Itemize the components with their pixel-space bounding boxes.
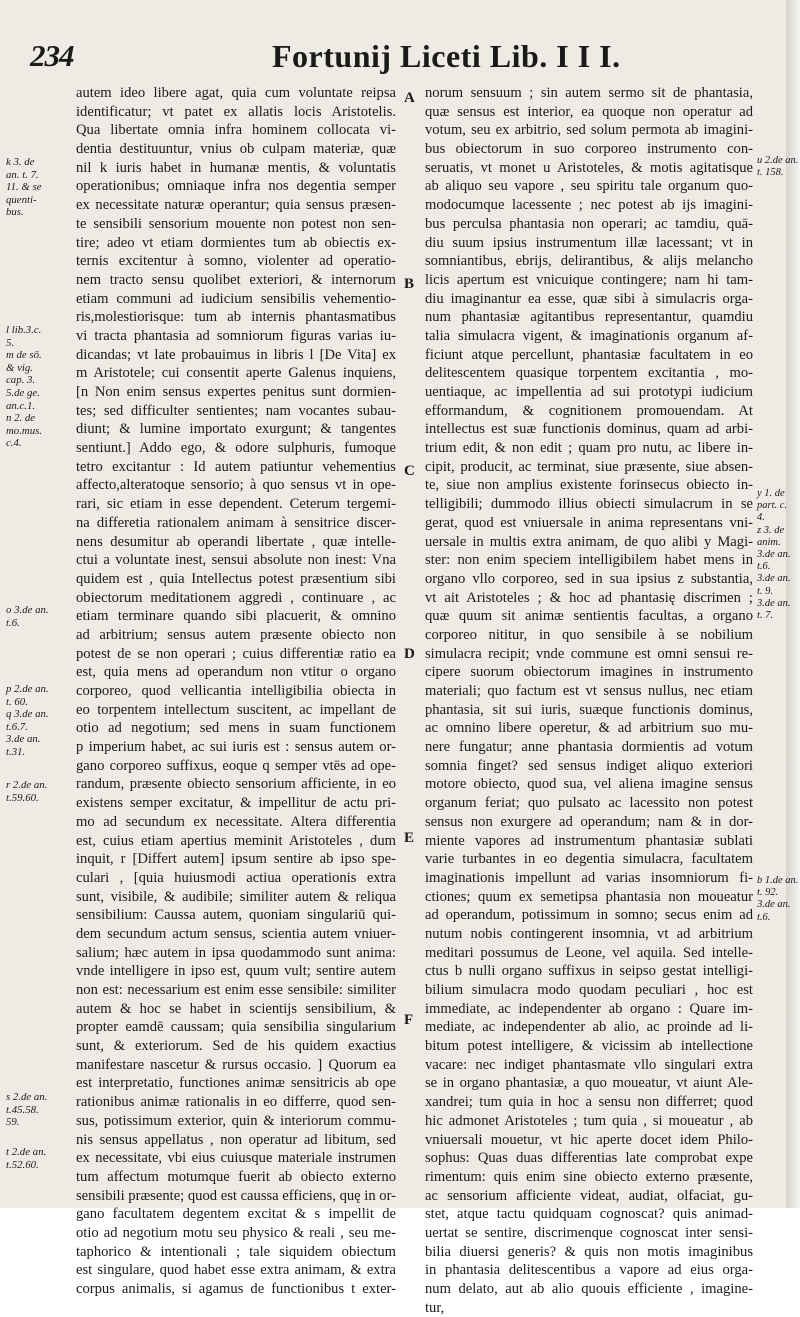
text-line: corporeo, quod vellicantia intelligibilia obiecta in [76, 683, 396, 699]
margin-note: o 3.de an. t.6. [6, 604, 49, 629]
text-line: quæ sensus est interior, ea quoque non operatur ad [425, 103, 753, 120]
text-line: otio ad negotium; sed mens in suam functionem [76, 720, 396, 737]
text-line: propter eamdē caussam; quia sensibilia singularium [76, 1019, 396, 1036]
text-line: te, siue non amplius existente forinsecus obiecto in- [425, 477, 753, 494]
text-line: vniuersali mouetur, vt hic aperte docet idem Philo- [425, 1131, 753, 1148]
text-line: uertat se sentire, discrimenque cognoscat inter sensi- [425, 1224, 753, 1241]
text-line: ctus b nulli organo suffixus in seipso gestat intelligi- [425, 963, 753, 980]
text-line: uentiaque, ac impellentia ad sui prototypi iudicium [425, 384, 753, 400]
text-line: sunt, visibile, & audibile; similiter autem & reliqua [76, 888, 396, 905]
text-line: bus perculsa phantasia non operari; ac tamdiu, quā- [425, 215, 753, 232]
text-line: meditari possumus de Leone, vel aquila. Sed intelle- [425, 944, 753, 961]
text-line: nis sensus appellatus , non operatur ad libitum, sed [76, 1131, 396, 1148]
text-line: immediate, ac independenter ab organo : Quare im- [425, 1000, 753, 1017]
text-line: organo vllo corporeo, sed in sua ipsius z substantia, [425, 570, 753, 587]
text-line: ac sensorium afficiente videat, audiat, olfaciat, gu- [425, 1187, 753, 1204]
text-line: corporeo nititur, in quo sensibile à se nobilium [425, 626, 753, 643]
section-letter: C [404, 463, 415, 479]
text-line: potest de se non operari ; cuius differentiæ ratio ea [76, 645, 396, 662]
text-line: obiectorum meditationem aggredi , continuare , ac [76, 589, 396, 606]
section-letter: F [404, 1012, 414, 1028]
text-line: motore obiecto, quod sua, vel aliena imagine sensus [425, 776, 753, 793]
text-line: autem ideo libere agat, quia cum voluntate reipsa [76, 85, 396, 101]
margin-note: t 2.de an. t.52.60. [6, 1146, 47, 1171]
text-line: otio ad negotium motu seu physico & reali , seu me- [76, 1224, 396, 1241]
text-line: bilium simulacra modo quodam peculiari , hoc est [425, 982, 753, 998]
text-line: nere fungatur; anne phantasia dormientis ad votum [425, 739, 753, 756]
text-line: ex necessitate naturæ operantur; quia sensus præsen- [76, 197, 396, 214]
text-line: telligibili; dummodo illius obiecti simulacrum in se [425, 496, 753, 513]
text-line: num delato, aut ab alio quouis efficiente , imagine- [425, 1281, 753, 1297]
text-line: ab aliquo seu vapore , seu spiritu tale organum quo- [425, 178, 753, 195]
text-line: est, quia mens ad operandum non vtitur o organo [76, 664, 396, 681]
text-line: etiam terminare quando sibi placuerit, & omnino [76, 608, 396, 625]
text-line: vnde intelligere in ipso est, quum vult; sentire autem [76, 963, 396, 980]
left-text-column [76, 84, 396, 1299]
margin-note: l lib.3.c. 5. m de sō. & vig. cap. 3. 5.de ge. an.c.1. n 2. de mo.mus. c.4. [6, 324, 42, 450]
text-line: existens semper excitatur, & impellitur de actu pri- [76, 795, 396, 812]
text-line: randum, præsente obiecto sensorium afficiente, in eo [76, 776, 396, 793]
text-line: ex necessitate, vbi eius cuiusque materiale instrumen [76, 1150, 396, 1167]
text-line: somniantibus, ebrijs, delirantibus, & alijs melancho [425, 253, 753, 270]
text-line: etiam communi ad iudicium sensibilis vehementio- [76, 290, 396, 307]
text-line: cipere suorum obiectorum imagines in instrumento [425, 664, 753, 681]
text-line: ac omnino libere operetur, & ad arbitrium suo mu- [425, 720, 753, 737]
text-line: rimentum: quis enim sine obiecto externo præsente, [425, 1168, 753, 1185]
text-line: votum, seu ex arbitrio, sed solum permota ab imagini- [425, 122, 753, 139]
text-line: rationibus animæ rationalis in eo differre, quod sen- [76, 1094, 396, 1111]
text-line: seruatis, vt monet u Aristoteles, & motis agitatisque [425, 159, 753, 176]
text-line: ster: non enim speciem intelligibilem habet mens in [425, 552, 753, 569]
text-line: ficiunt atque percellunt, phantasiæ facultatem in eo [425, 346, 753, 363]
page-number: 234 [30, 38, 74, 73]
text-line: na differetia rationalem animam à sensitrice discer- [76, 514, 396, 531]
text-line: nem tracto sensu quolibet exteriori, & internorum [76, 271, 396, 288]
text-line: materiali; quo factum est vt sensus nullus, nec etiam [425, 683, 753, 699]
text-line: imaginationis impellunt ad varias insomniorum fi- [425, 869, 753, 886]
margin-note: u 2.de an. t. 158. [757, 155, 799, 179]
text-line: inquit, r [Differt autem] ipsum sentire ab ipso spe- [76, 851, 396, 868]
text-line: tur, [425, 1299, 445, 1316]
margin-note: p 2.de an. t. 60. q 3.de an. t.6.7. 3.de an. t.31. [6, 683, 49, 758]
text-line: tes; sed difficulter sentientes; nam vocantes subau- [76, 402, 396, 419]
text-line: in phantasia delitescentibus a vapore ad eius orga- [425, 1262, 753, 1279]
text-line: est interpretatio, functiones animæ sensitricis ab ope [76, 1075, 396, 1092]
text-line: [n Non enim sensus expertes penitus sunt dormien- [76, 384, 396, 400]
text-line: dem secundum actum sensus, scientia autem vniuer- [76, 925, 396, 942]
text-line: autem & hoc se habet in scientijs sensibilium, & [76, 1000, 396, 1017]
text-line: vi tracta phantasia ad somniorum figuras varias iu- [76, 327, 396, 344]
running-title: Fortunij Liceti Lib. I I I. [272, 38, 621, 74]
text-line: p imperium habet, ac sui iuris est : sensus autem or- [76, 739, 396, 756]
text-line: dicandas; vt late probauimus in libris l [De Vita] ex [76, 346, 396, 363]
text-line: gano corporeo suffixus, eoque q semper vtēs ad ope- [76, 757, 396, 774]
text-line: corpus animalis, si agamus de functionibus t exter- [76, 1281, 396, 1297]
text-line: nil k iuris habet in humanæ mentis, & voluntatis [76, 159, 396, 176]
text-line: ctui a voluntate inest, sensui absolute non inest: Vna [76, 552, 396, 569]
text-line: modocumque lacessente ; nec potest ab ijs imagini- [425, 197, 753, 214]
text-line: uersale in multis extra animam, de quo alibi y Magi- [425, 533, 753, 550]
text-line: somnia finget? sed sensus indiget aliquo exteriori [425, 757, 753, 774]
margin-note: s 2.de an. t.45.58. 59. [6, 1091, 48, 1129]
text-line: phantasia, sit sui iuris, suæque functionis dominus, [425, 701, 753, 718]
margin-note: r 2.de an. t.59.60. [6, 779, 48, 804]
text-line: num phantasiæ agitantibus representantur, quamdiu [425, 309, 753, 326]
text-line: nutum nobis contingerent insomnia, vt ad arbitrium [425, 925, 753, 942]
text-line: affecto,alteratoque sensorio; à quo sensus vt in ope- [76, 477, 396, 494]
text-line: norum sensuum ; sin autem sermo sit de phantasia, [425, 85, 753, 101]
text-line: est singulare, quod habet esse extra animam, & extra [76, 1262, 396, 1279]
text-line: sensibilium: Caussa autem, quoniam singulariū qui- [76, 907, 396, 924]
text-line: sensibili præsente; quod est caussa efficiens, quę in or- [76, 1187, 397, 1204]
text-line: efformandum, & cognitionem promouendam. At [425, 402, 753, 419]
section-letter: A [404, 90, 415, 106]
section-letter: E [404, 830, 415, 846]
text-line: hic admonet Aristoteles ; tum quia , si moueatur , ab [425, 1112, 753, 1129]
section-letter: B [404, 276, 415, 292]
text-line: cipit, producit, ac terminat, siue præsente, siue absen- [425, 458, 753, 475]
text-line: quidem est , quia Intellectus potest præsentium sibi [76, 570, 396, 587]
margin-note: b 1.de an. t. 92. 3.de an. t.6. [757, 875, 799, 923]
text-line: xandrei; tum quia in hoc a sensu non differret; quod [425, 1094, 753, 1111]
text-line: sophus: Quas duas differentias late comprobat expe [425, 1150, 753, 1167]
text-line: organum feriat; quo pulsato ac lacessito non potest [425, 795, 753, 812]
text-line: identificatur; vt patet ex allatis locis Aristotelis. [76, 103, 396, 120]
text-line: gerat, quod est vniuersale in anima representans vni- [425, 514, 753, 531]
text-line: diu suum ipsius instrumentum illæ lacessant; vt in [425, 234, 753, 251]
text-line: tetro excitantur : Id autem patiuntur vehementius [76, 458, 396, 475]
text-line: rari, sic etiam in esse dependent. Ceterum tergemi- [76, 496, 396, 513]
text-line: tire; adeo vt etiam dormientes tum ab obiectis ex- [76, 234, 396, 251]
text-line: gano facultatem degentem excitat & s impellit de [76, 1206, 396, 1223]
text-line: salium; hæc autem in ipsa quodammodo sunt anima: [76, 944, 396, 961]
text-line: miente vapores ad instrumentum phantasiæ sublati [425, 832, 753, 849]
text-line: licis apertum est vnicuique contingere; nam hi tam- [425, 271, 753, 288]
text-line: mediate, ac independenter ab alio, ac proinde ad li- [425, 1019, 753, 1036]
text-line: operationibus; omniaque infra nos degentia semper [76, 178, 396, 195]
text-line: mo ad secundum ex necessitate. Altera differentia [76, 813, 396, 830]
text-line: ris,molestiorisque: tum ab internis phantasmatibus [76, 309, 396, 326]
text-line: quæ quum sit animæ sentientis facultas, a organo [425, 608, 753, 625]
margin-note: k 3. de an. t. 7. 11. & se quenti- bus. [6, 156, 42, 219]
text-line: trium edit, & non edit ; quam pro nutu, ac libere in- [425, 440, 753, 457]
text-line: talia simulacra vigent, & imaginationis organum af- [425, 327, 753, 344]
text-line: delitescentem quasique torpentem excitantia , mo- [425, 365, 753, 382]
text-line: ad arbitrium; sensus autem præsente obiecto non [76, 626, 396, 643]
text-line: culari , [quia huiusmodi actiua operationis extra [76, 869, 396, 886]
text-line: bus obiectorum in suo corporeo instrumento con- [425, 141, 753, 158]
text-line: ctiones; quum ex semetipsa phantasia non moueatur [425, 888, 753, 905]
text-line: m Aristotele; cui consentit aperte Galenus inquiens, [76, 365, 396, 382]
text-line: intellectus est suæ functionis dominus, quam ad arbi- [425, 421, 753, 438]
text-line: sensus non exurgere ad operandum; nam & in dor- [425, 813, 753, 830]
text-line: simulacra recipit; vnde commune est omni sensui re- [425, 645, 753, 662]
text-line: bilia diuersi generis? & quis non motis imaginibus [425, 1243, 753, 1260]
text-line: Qua libertate omnia infra hominem collocata vi- [76, 122, 396, 139]
text-line: se in organo phantasiæ, a quo moueatur, vt aiunt Ale- [425, 1075, 753, 1092]
text-line: non est: necessarium est enim esse sensibile: similiter [76, 982, 396, 998]
section-letter: D [404, 646, 415, 662]
text-line: dentia destituuntur, vnius ob culpam materiæ, quæ [76, 141, 396, 158]
text-line: sus, potissimum exterior, quin & interiorum commu- [76, 1112, 396, 1129]
text-line: diu imaginantur ea esse, quæ sibi à simulacris orga- [425, 290, 753, 307]
text-line: stet, atque tactu quidquam cognoscat? quis animad- [425, 1206, 753, 1223]
running-head [30, 38, 790, 78]
text-line: sentiunt.] Addo ego, & odore sulphuris, fumoque [76, 440, 396, 457]
text-line: ad operandum, potissimum in somno; secus enim ad [425, 907, 753, 924]
text-line: sunt, & exteriorum. Sed de his quidem exactius [76, 1038, 396, 1055]
text-line: te sensibili sensorium mouente non potest non sen- [76, 215, 396, 232]
text-line: eo torpentem intellectum suscitent, ac impellant de [76, 701, 396, 718]
text-line: ternis excitentur à somno, violenter ad operatio- [76, 253, 396, 270]
text-line: manifestare nascetur & rursus occasio. ] Quorum ea [76, 1056, 396, 1073]
text-line: vacare: nec indiget phantasmate vllo singulari extra [425, 1056, 753, 1073]
text-line: taphorico & intentionali ; tale siquidem obiectum [76, 1243, 396, 1260]
text-line: varie turbantes in eo degentia simulacra, facultatem [425, 851, 753, 868]
text-line: tum affectum motumque fuerit ab obiecto externo [76, 1168, 396, 1185]
text-line: nens desumitur ab operandi libertate , quæ intelle- [76, 533, 396, 550]
text-line: bitum potest intelligere, & vicissim ab intellectione [425, 1038, 753, 1055]
text-line: vt ait Aristoteles ; & hoc ad phantasię discrimen ; [425, 589, 753, 606]
right-text-column [425, 84, 753, 1317]
text-line: est, cuius etiam apertius meminit Aristoteles , dum [76, 832, 396, 849]
text-line: diunt; & lumine importato exurgunt; & tangentes [76, 421, 396, 438]
margin-note: y 1. de part. c. 4. z 3. de anim. 3.de an. t.6. 3.de an. t. 9. 3.de an. t. 7. [757, 488, 791, 622]
